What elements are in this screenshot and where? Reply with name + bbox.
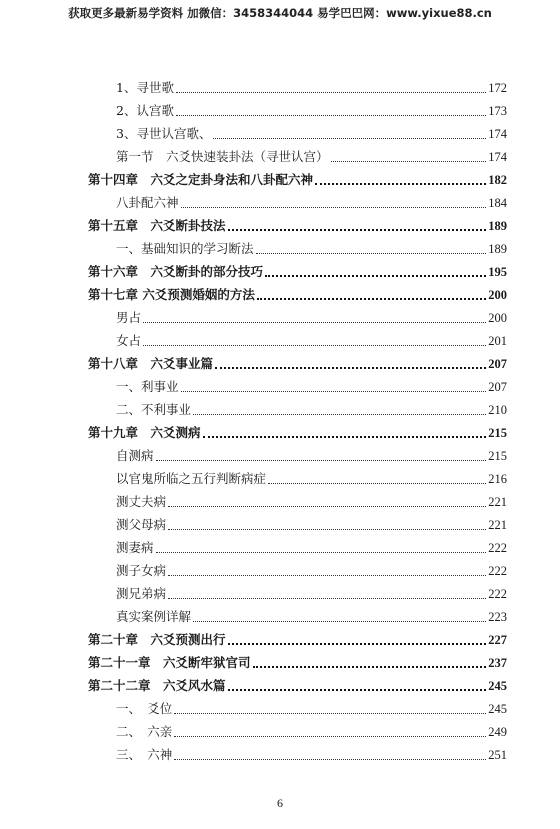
toc-entry-title: 测丈夫病: [116, 494, 167, 509]
dot-leader: [181, 206, 487, 208]
toc-entry-page: 245: [488, 702, 507, 716]
toc-entry-page: 222: [488, 541, 507, 555]
toc-entry-title: 测子女病: [116, 563, 167, 578]
toc-entry-title: 第二十一章 六爻断牢狱官司: [88, 655, 251, 670]
toc-entry-title: 测父母病: [116, 517, 167, 532]
dot-leader: [213, 137, 486, 139]
toc-entry-page: 237: [488, 656, 507, 670]
dot-leader: [168, 528, 486, 530]
toc-entry[interactable]: [88, 170, 507, 190]
toc-entry-title: 一、基础知识的学习断法: [116, 241, 254, 256]
toc-entry-title: 女占: [116, 333, 142, 348]
toc-entry[interactable]: [116, 515, 507, 535]
toc-entry-title: 3、寻世认宫歌、: [116, 126, 212, 141]
toc-entry-page: 189: [488, 242, 507, 256]
toc-entry[interactable]: [88, 630, 507, 650]
toc-entry[interactable]: [116, 492, 507, 512]
toc-entry[interactable]: [88, 423, 507, 443]
dot-leader: [203, 435, 487, 438]
toc-entry-title: 一、利事业: [116, 379, 179, 394]
dot-leader: [143, 344, 486, 346]
dot-leader: [228, 642, 487, 645]
toc-entry-title: 男占: [116, 310, 142, 325]
toc-entry[interactable]: [116, 722, 507, 742]
dot-leader: [315, 182, 486, 185]
dot-leader: [168, 597, 486, 599]
dot-leader: [156, 459, 487, 461]
dot-leader: [176, 114, 486, 116]
toc-entry-title: 真实案例详解: [116, 609, 192, 624]
toc-entry-page: 221: [488, 495, 507, 509]
toc-entry[interactable]: [116, 193, 507, 213]
toc-entry[interactable]: [116, 331, 507, 351]
toc-entry-page: 249: [488, 725, 507, 739]
toc-entry[interactable]: [116, 469, 507, 489]
toc-entry-page: 200: [488, 288, 507, 302]
dot-leader: [253, 665, 487, 668]
toc-entry[interactable]: [116, 101, 507, 121]
toc-entry-title: 八卦配六神: [116, 195, 179, 210]
dot-leader: [168, 574, 486, 576]
toc-entry-title: 三、 六神: [116, 747, 173, 762]
toc-entry[interactable]: [116, 745, 507, 765]
toc-entry[interactable]: [116, 584, 507, 604]
toc-entry[interactable]: [116, 308, 507, 328]
dot-leader: [193, 620, 486, 622]
toc-entry[interactable]: [88, 285, 507, 305]
toc-entry-page: 216: [488, 472, 507, 486]
toc-entry[interactable]: [116, 124, 507, 144]
dot-leader: [265, 274, 486, 277]
toc-entry[interactable]: [116, 147, 507, 167]
toc-entry-page: 195: [488, 265, 507, 279]
toc-entry[interactable]: [116, 561, 507, 581]
toc-entry-page: 172: [488, 81, 507, 95]
dot-leader: [215, 366, 486, 369]
toc-entry-title: 2、认宫歌: [116, 103, 174, 118]
toc-entry-page: 184: [488, 196, 507, 210]
toc-entry-title: 测妻病: [116, 540, 154, 555]
toc-entry-title: 第十四章 六爻之定卦身法和八卦配六神: [88, 172, 314, 187]
toc-entry[interactable]: [88, 676, 507, 696]
toc-entry-title: 二、 六亲: [116, 724, 173, 739]
toc-entry-page: 189: [488, 219, 507, 233]
dot-leader: [257, 297, 486, 300]
dot-leader: [174, 712, 486, 714]
dot-leader: [143, 321, 486, 323]
toc-entry-title: 第一节 六爻快速装卦法（寻世认宫）: [116, 149, 329, 164]
toc-entry-page: 227: [488, 633, 507, 647]
dot-leader: [256, 252, 487, 254]
toc-entry-page: 221: [488, 518, 507, 532]
toc-entry-page: 223: [488, 610, 507, 624]
toc-entry-title: 第十八章 六爻事业篇: [88, 356, 214, 371]
toc-entry-title: 自测病: [116, 448, 154, 463]
dot-leader: [168, 505, 486, 507]
dot-leader: [174, 735, 486, 737]
toc-entry-page: 245: [488, 679, 507, 693]
toc-entry-page: 222: [488, 587, 507, 601]
page-number: 6: [277, 796, 283, 810]
toc-entry-title: 1、寻世歌: [116, 80, 174, 95]
toc-entry-page: 174: [488, 127, 507, 141]
toc-entry-title: 测兄弟病: [116, 586, 167, 601]
toc-entry-page: 173: [488, 104, 507, 118]
dot-leader: [174, 758, 486, 760]
toc-entry-title: 以官鬼所临之五行判断病症: [116, 471, 267, 486]
header-banner: 获取更多最新易学资料 加微信：3458344044 易学巴巴网：www.yixue88.cn: [68, 6, 492, 20]
dot-leader: [331, 160, 487, 162]
toc-entry-page: 215: [488, 449, 507, 463]
toc-entry-title: 第二十章 六爻预测出行: [88, 632, 226, 647]
toc-entry-title: 一、 爻位: [116, 701, 173, 716]
dot-leader: [181, 390, 487, 392]
toc-entry-page: 201: [488, 334, 507, 348]
toc-entry-title: 第十七章 六爻预测婚姻的方法: [88, 287, 255, 302]
toc-entry[interactable]: [88, 354, 507, 374]
toc-entry-page: 210: [488, 403, 507, 417]
toc-entry-page: 207: [488, 380, 507, 394]
toc-entry[interactable]: [116, 446, 507, 466]
toc-entry-title: 第二十二章 六爻风水篇: [88, 678, 226, 693]
toc-entry-title: 二、不利事业: [116, 402, 192, 417]
toc-entry[interactable]: [116, 78, 507, 98]
dot-leader: [193, 413, 486, 415]
toc-entry[interactable]: [116, 699, 507, 719]
toc-entry-page: 174: [488, 150, 507, 164]
toc-entry-page: 200: [488, 311, 507, 325]
toc-entry-page: 215: [488, 426, 507, 440]
toc-entry[interactable]: [116, 377, 507, 397]
toc-entry[interactable]: [88, 262, 507, 282]
toc-entry-page: 251: [488, 748, 507, 762]
toc-entry-page: 222: [488, 564, 507, 578]
toc-entry[interactable]: [116, 400, 507, 420]
dot-leader: [228, 228, 487, 231]
toc-entry[interactable]: [116, 607, 507, 627]
dot-leader: [228, 688, 487, 691]
toc-entry[interactable]: [116, 239, 507, 259]
dot-leader: [268, 482, 486, 484]
dot-leader: [176, 91, 486, 93]
toc-entry-title: 第十五章 六爻断卦技法: [88, 218, 226, 233]
toc-entry[interactable]: [116, 538, 507, 558]
toc-entry-title: 第十九章 六爻测病: [88, 425, 201, 440]
toc-entry-page: 182: [488, 173, 507, 187]
toc-entry-title: 第十六章 六爻断卦的部分技巧: [88, 264, 264, 279]
toc-entry[interactable]: [88, 653, 507, 673]
toc-entry[interactable]: [88, 216, 507, 236]
dot-leader: [156, 551, 487, 553]
toc-entry-page: 207: [488, 357, 507, 371]
